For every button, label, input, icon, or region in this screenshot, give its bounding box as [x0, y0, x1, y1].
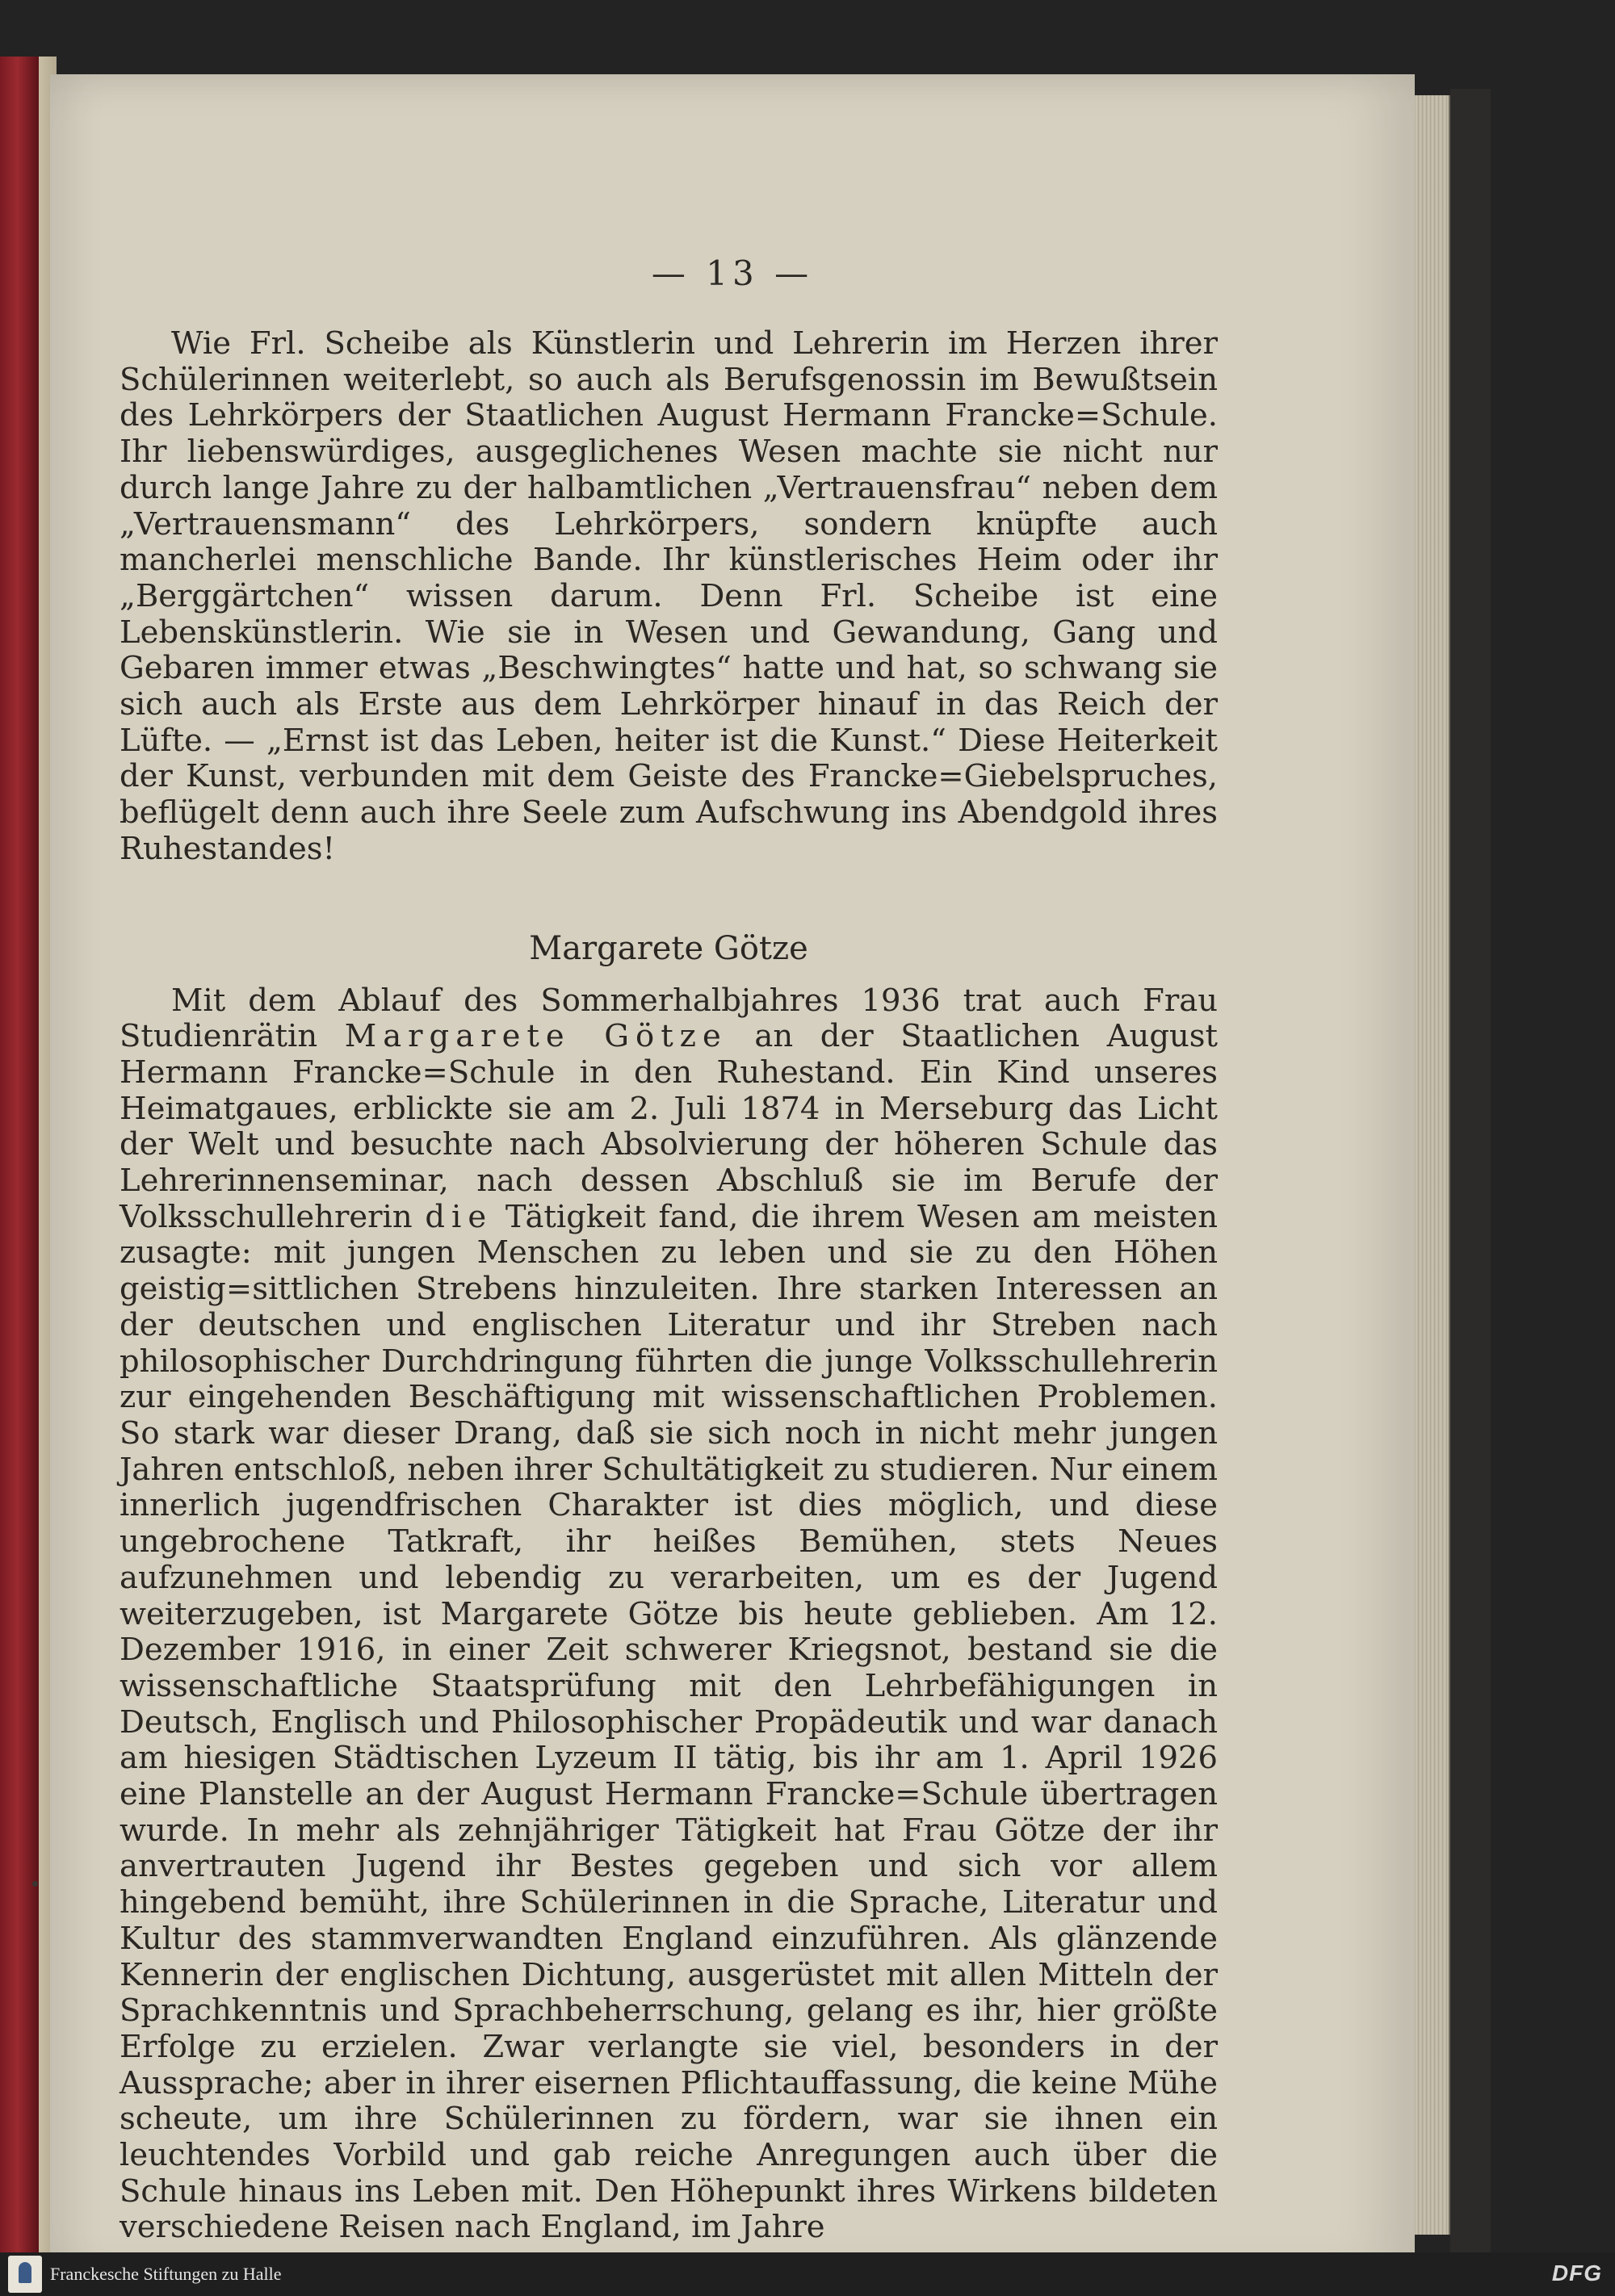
book-cover-right: [1450, 89, 1491, 2252]
paragraph-text: an der Staatlichen August Hermann Francke=Schule in den Ruhestand. Ein Kind unseres Heimatgaues, erblickte sie am 2. Juli 1874 in Merseburg das Licht der Welt und besuchte nach Absolvierung der höheren Schule das Lehrerinnenseminar, nach dessen Abschluß sie im Berufe der Volksschullehrerin: [120, 1018, 1218, 1235]
page-edges: [1412, 95, 1450, 2235]
book-binding: [0, 57, 39, 2252]
paragraph-scheibe: Wie Frl. Scheibe als Künstlerin und Lehrerin im Herzen ihrer Schülerinnen weiterlebt, so auch als Berufsgenossin im Bewußtsein des Lehrkörpers der Staatlichen August Hermann Francke=Schule. Ihr liebenswürdiges, ausgeglichenes Wesen machte sie nicht nur durch lange Jahre zu der halbamtlichen „Vertrauensfrau“ neben dem „Vertrauensmann“ des Lehrkörpers, sondern knüpfte auch mancherlei menschliche Bande. Ihr künstlerisches Heim oder ihr „Berggärtchen“ wissen darum. Denn Frl. Scheibe ist eine Lebenskünstlerin. Wie sie in Wesen und Gewandung, Gang und Gebaren immer etwas „Beschwingtes“ hatte und hat, so schwang sie sich auch als Erste aus dem Lehrkörper hinauf in das Reich der Lüfte. — „Ernst ist das Leben, heiter ist die Kunst.“ Diese Heiterkeit der Kunst, verbunden mit dem Geiste des Francke=Giebelspruches, beflügelt denn auch ihre Seele zum Aufschwung ins Abendgold ihres Ruhestandes!: [120, 325, 1218, 867]
institution-label: Franckesche Stiftungen zu Halle: [50, 2264, 282, 2284]
paragraph-goetze: [120, 983, 1218, 2247]
spaced-name: Margarete Götze: [344, 1018, 728, 1055]
paper-speck: [32, 1881, 38, 1887]
paragraph-text: Tätigkeit fand, die ihrem Wesen am meisten zusagte: mit jungen Menschen zu leben und sie zu den Höhen geistig=sittlichen Strebens hinzuleiten. Ihre starken Interessen an der deutschen und englischen Literatur und ihr Streben nach philosophischer Durchdringung führten die junge Volksschullehrerin zur eingehenden Beschäftigung mit wissenschaftlichen Problemen. So stark war dieser Drang, daß sie sich noch in nicht mehr jungen Jahren entschloß, neben ihrer Schultätigkeit zu studieren. Nur einem innerlich jugendfrischen Charakter ist dies möglich, und diese ungebrochene Tatkraft, ihr heißes Bemühen, stets Neues aufzunehmen und lebendig zu verarbeiten, um es der Jugend weiterzugeben, ist Margarete Götze bis heute geblieben. Am 12. Dezember 1916, in einer Zeit schwerer Kriegsnot, bestand sie die wissenschaftliche Staatsprüfung mit den Lehrbefähigungen in Deutsch, Englisch und Philosophischer Propädeutik und war danach am hiesigen Städtischen Lyzeum II tätig, bis ihr am 1. April 1926 eine Planstelle an der August Hermann Francke=Schule übertragen wurde. In mehr als zehnjähriger Tätigkeit hat Frau Götze der ihr anvertrauten Jugend ihr Bestes gegeben und sich vor allem hingebend bemüht, ihre Schülerinnen in die Sprache, Literatur und Kultur des stammverwandten England einzuführen. Als glänzende Kennerin der englischen Dichtung, ausgerüstet mit allen Mitteln der Sprachkenntnis und Sprachbeherrschung, gelang es ihr, hier größte Erfolge zu erzielen. Zwar verlangte sie viel, besonders in der Aussprache; aber in ihrer eisernen Pflichtauffassung, die keine Mühe scheute, um ihre Schülerinnen zu fördern, war sie ihnen ein leuchtendes Vorbild und gab reiche Anregungen auch über die Schule hinaus ins Leben mit. Den Höhepunkt ihres Wirkens bildeten verschiedene Reisen nach England, im Jahre: [120, 1198, 1219, 2246]
paragraph-text: Mit dem Ablauf des Sommerhalbjahres 1936 trat auch Frau Studienrätin: [120, 982, 1218, 1055]
section-heading: Margarete Götze: [529, 929, 808, 967]
dfg-logo: DFG: [1551, 2260, 1602, 2286]
foundation-seal-icon: [8, 2256, 42, 2293]
spaced-word: die: [425, 1198, 493, 1235]
page-body: [120, 326, 1218, 2246]
page-number: — 13 —: [651, 253, 814, 293]
viewer-footer: [0, 2252, 1615, 2296]
book-page: [50, 74, 1415, 2278]
